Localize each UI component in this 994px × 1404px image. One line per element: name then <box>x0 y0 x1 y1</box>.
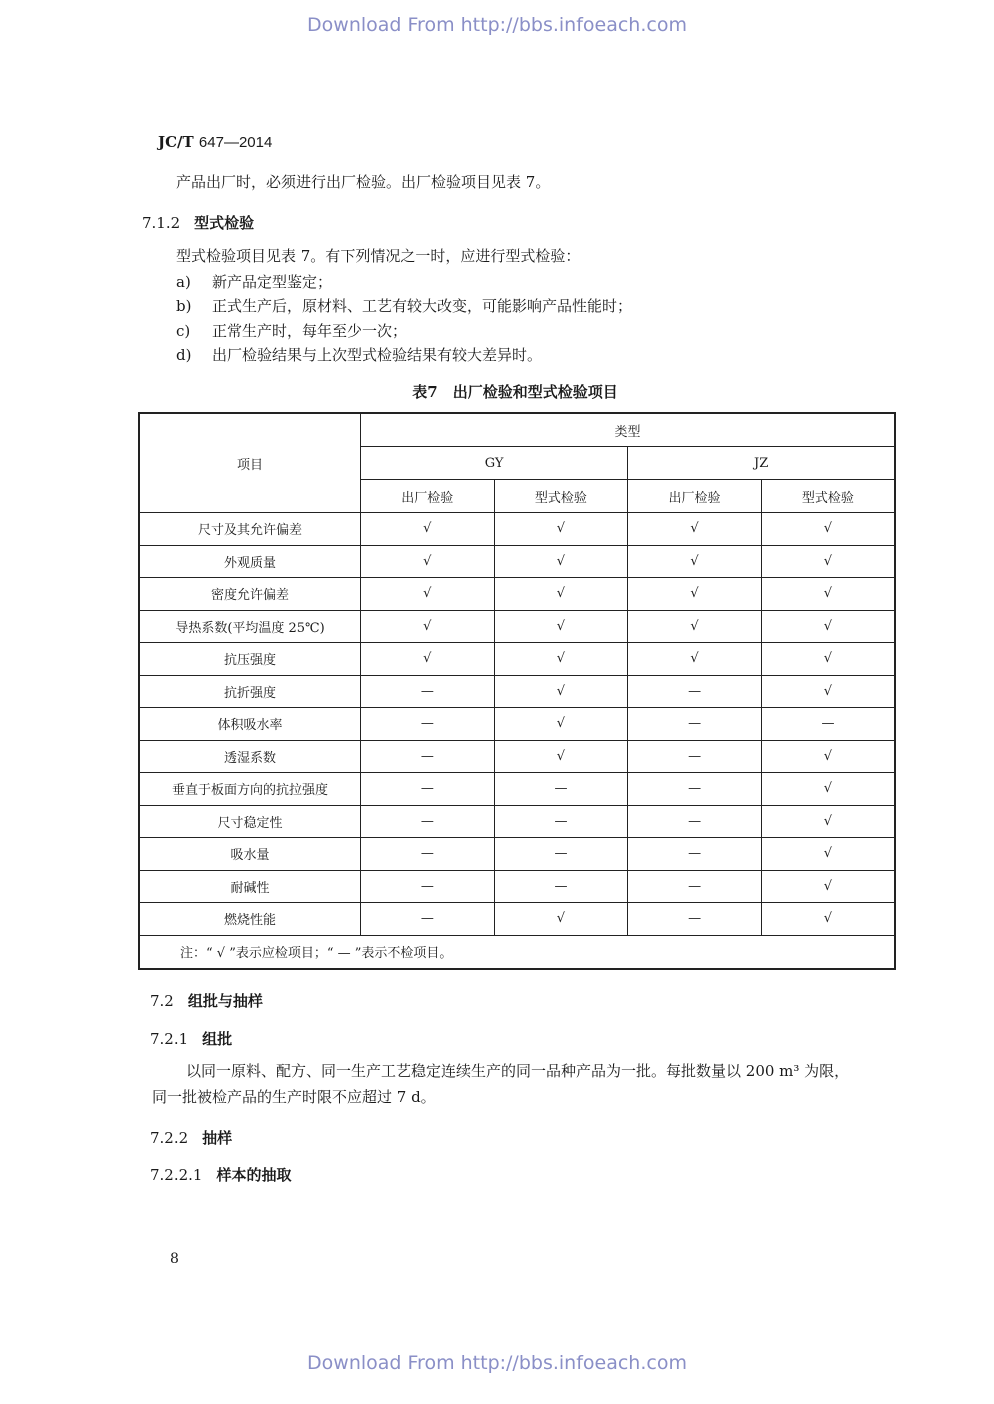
table-row <box>139 870 895 903</box>
row-mark: √ <box>628 643 762 676</box>
row-mark: √ <box>628 610 762 643</box>
row-mark: √ <box>628 545 762 578</box>
row-mark: — <box>361 773 495 806</box>
row-mark: √ <box>761 838 895 871</box>
table-row <box>139 675 895 708</box>
row-item-name: 垂直于板面方向的抗拉强度 <box>139 773 361 806</box>
heading-title: 样本的抽取 <box>216 1166 292 1184</box>
heading-number: 7.2.2.1 <box>150 1166 203 1184</box>
row-mark: — <box>628 675 762 708</box>
header-gy: GY <box>361 447 628 480</box>
row-mark: — <box>494 838 628 871</box>
table-caption: 表7 出厂检验和型式检验项目 <box>412 383 618 401</box>
row-mark: — <box>628 740 762 773</box>
heading-number: 7.2.2 <box>150 1129 189 1147</box>
watermark-top[interactable]: Download From http://bbs.infoeach.com <box>307 14 687 36</box>
batch-paragraph-line-2: 同一批被检产品的生产时限不应超过 7 d。 <box>152 1088 436 1106</box>
row-mark: — <box>361 805 495 838</box>
table-row <box>139 643 895 676</box>
watermark-bottom[interactable]: Download From http://bbs.infoeach.com <box>307 1352 687 1374</box>
row-mark: √ <box>761 578 895 611</box>
table-row <box>139 513 895 546</box>
row-mark: — <box>628 805 762 838</box>
table-row <box>139 805 895 838</box>
row-mark: √ <box>494 903 628 936</box>
table-row <box>139 610 895 643</box>
list-letter: a) <box>176 273 191 291</box>
row-mark: √ <box>628 578 762 611</box>
row-mark: — <box>361 675 495 708</box>
table-row <box>139 773 895 806</box>
list-item <box>176 296 632 316</box>
list-item <box>176 272 332 292</box>
row-mark: √ <box>494 740 628 773</box>
row-mark: — <box>628 838 762 871</box>
row-mark: √ <box>361 545 495 578</box>
row-mark: √ <box>761 675 895 708</box>
row-item-name: 尺寸稳定性 <box>139 805 361 838</box>
type-test-paragraph: 型式检验项目见表 7。有下列情况之一时，应进行型式检验： <box>176 247 581 265</box>
row-mark: — <box>361 740 495 773</box>
row-mark: — <box>361 903 495 936</box>
list-text: 新产品定型鉴定； <box>212 273 333 291</box>
list-letter: b) <box>176 297 192 315</box>
standard-code-number: 647—2014 <box>198 134 273 151</box>
row-item-name: 尺寸及其允许偏差 <box>139 513 361 546</box>
row-item-name: 燃烧性能 <box>139 903 361 936</box>
row-mark: — <box>761 708 895 741</box>
row-mark: — <box>361 708 495 741</box>
row-mark: √ <box>761 903 895 936</box>
standard-code <box>158 133 272 151</box>
heading-number: 7.2 <box>150 992 174 1010</box>
row-mark: — <box>628 903 762 936</box>
row-mark: √ <box>494 675 628 708</box>
row-mark: — <box>628 773 762 806</box>
heading-7-2 <box>150 990 263 1011</box>
standard-code-prefix: JC/T <box>158 133 194 151</box>
table-body <box>139 513 895 936</box>
row-mark: — <box>628 870 762 903</box>
row-mark: — <box>361 870 495 903</box>
row-mark: √ <box>494 610 628 643</box>
intro-paragraph: 产品出厂时，必须进行出厂检验。出厂检验项目见表 7。 <box>176 173 551 191</box>
row-item-name: 导热系数(平均温度 25℃) <box>139 610 361 643</box>
row-item-name: 抗折强度 <box>139 675 361 708</box>
header-factory-inspection: 出厂检验 <box>628 480 762 513</box>
table-row <box>139 838 895 871</box>
heading-title: 组批 <box>202 1030 233 1048</box>
row-item-name: 耐碱性 <box>139 870 361 903</box>
heading-number: 7.1.2 <box>142 214 181 232</box>
heading-7-1-2 <box>142 212 254 233</box>
row-mark: √ <box>761 643 895 676</box>
row-item-name: 体积吸水率 <box>139 708 361 741</box>
row-item-name: 吸水量 <box>139 838 361 871</box>
row-mark: √ <box>494 643 628 676</box>
list-text: 正式生产后，原材料、工艺有较大改变，可能影响产品性能时； <box>212 297 633 315</box>
header-jz: JZ <box>628 447 895 480</box>
table-row <box>139 903 895 936</box>
table-note: 注：“ √ ”表示应检项目；“ — ”表示不检项目。 <box>139 935 895 969</box>
heading-title: 抽样 <box>202 1129 233 1147</box>
row-mark: √ <box>628 513 762 546</box>
row-mark: √ <box>761 870 895 903</box>
heading-number: 7.2.1 <box>150 1030 189 1048</box>
row-mark: — <box>494 870 628 903</box>
batch-paragraph-line-1: 以同一原料、配方、同一生产工艺稳定连续生产的同一品种产品为一批。每批数量以 200 m³ 为限， <box>186 1062 850 1080</box>
row-item-name: 密度允许偏差 <box>139 578 361 611</box>
heading-title: 型式检验 <box>194 214 255 232</box>
row-mark: — <box>494 773 628 806</box>
table-row <box>139 740 895 773</box>
row-mark: √ <box>761 610 895 643</box>
row-mark: √ <box>761 805 895 838</box>
row-mark: √ <box>361 610 495 643</box>
row-mark: √ <box>494 513 628 546</box>
row-mark: √ <box>761 545 895 578</box>
row-mark: √ <box>494 708 628 741</box>
list-text: 出厂检验结果与上次型式检验结果有较大差异时。 <box>212 346 543 364</box>
row-mark: — <box>494 805 628 838</box>
header-type-inspection: 型式检验 <box>494 480 628 513</box>
list-text: 正常生产时，每年至少一次； <box>212 322 408 340</box>
header-type: 类型 <box>361 413 896 447</box>
row-mark: √ <box>361 643 495 676</box>
header-type-inspection: 型式检验 <box>761 480 895 513</box>
inspection-items-table <box>138 412 896 970</box>
row-item-name: 透湿系数 <box>139 740 361 773</box>
heading-title: 组批与抽样 <box>187 992 263 1010</box>
header-item: 项目 <box>139 413 361 513</box>
row-mark: √ <box>361 578 495 611</box>
heading-7-2-2 <box>150 1127 232 1148</box>
row-mark: √ <box>494 545 628 578</box>
row-mark: — <box>628 708 762 741</box>
row-item-name: 外观质量 <box>139 545 361 578</box>
list-letter: d) <box>176 346 192 364</box>
row-mark: √ <box>761 773 895 806</box>
list-item <box>176 345 542 365</box>
row-mark: — <box>361 838 495 871</box>
table-row <box>139 708 895 741</box>
heading-7-2-2-1 <box>150 1164 292 1185</box>
table-row <box>139 545 895 578</box>
row-mark: √ <box>494 578 628 611</box>
row-item-name: 抗压强度 <box>139 643 361 676</box>
header-factory-inspection: 出厂检验 <box>361 480 495 513</box>
row-mark: √ <box>761 740 895 773</box>
list-item <box>176 321 407 341</box>
heading-7-2-1 <box>150 1028 232 1049</box>
list-letter: c) <box>176 322 191 340</box>
row-mark: √ <box>361 513 495 546</box>
row-mark: √ <box>761 513 895 546</box>
table-row <box>139 578 895 611</box>
page-number: 8 <box>170 1251 179 1267</box>
